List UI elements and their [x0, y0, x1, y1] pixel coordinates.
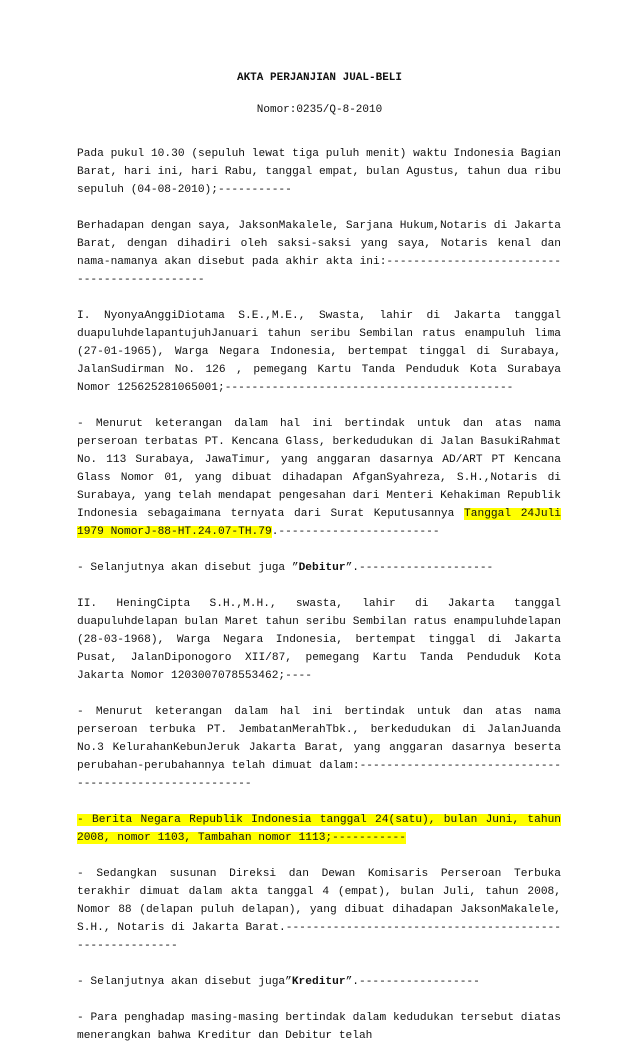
paragraph-notary-intro: Berhadapan dengan saya, JaksonMakalele, Sarjana Hukum,Notaris di Jakarta Barat, dengan dihadiri oleh saksi-saksi yang saya, Notaris kenal dan nama-namanya akan disebut pada akhir akta ini:--------------------------------------------- — [77, 220, 561, 286]
kreditur-term: Kreditur — [291, 976, 346, 988]
paragraph-text: .------------------------ — [271, 526, 440, 538]
paragraph-debitur-designation — [77, 559, 561, 577]
paragraph-kreditur-designation — [77, 973, 561, 991]
paragraph-board-composition: - Sedangkan susunan Direksi dan Dewan Komisaris Perseroan Terbuka terakhir dimuat dalam akta tanggal 4 (empat), bulan Juli, tahun 2008, Nomor 88 (delapan puluh delapan), yang dibuat dihadapan JaksonMakalele, S.H., Notaris di Jakarta Barat.-------------------------------------------------------- — [77, 868, 561, 952]
paragraph-party-one: I. NyonyaAnggiDiotama S.E.,M.E., Swasta, lahir di Jakarta tanggal duapuluhdelapantujuhJanuari tahun seribu Sembilan ratus enampuluh lima (27-01-1965), Warga Negara Indonesia, bertempat tinggal di Surabaya, JalanSudirman No. 126 , pemegang Kartu Tanda Penduduk Kota Surabaya Nomor 125625281065001;------------------------------------------- — [77, 310, 561, 394]
paragraph-party-two: II. HeningCipta S.H.,M.H., swasta, lahir di Jakarta tanggal duapuluhdelapan bulan Maret tahun seribu Sembilan ratus enampuluhdelapan (28-03-1968), Warga Negara Indonesia, bertempat tinggal di Jakarta Pusat, JalanDiponogoro XII/87, pemegang Kartu Tanda Penduduk Kota Jakarta Nomor 1203007078553462;---- — [77, 598, 561, 682]
paragraph-text: - Selanjutnya akan disebut juga” — [77, 976, 292, 988]
debitur-term: Debitur — [298, 562, 346, 574]
paragraph-party-two-company: - Menurut keterangan dalam hal ini bertindak untuk dan atas nama perseroan terbuka PT. JembatanMerahTbk., berkedudukan di JalanJuanda No.3 KelurahanKebunJeruk Jakarta Barat, yang anggaran dasarnya beserta perubahan-perubahannya telah dimuat dalam:-------------------------------------------------------- — [77, 706, 561, 790]
highlighted-decree: Tanggal 24Juli 1979 NomorJ-88-HT.24.07-TH.79 — [77, 508, 562, 538]
highlighted-gazette: - Berita Negara Republik Indonesia tanggal 24(satu), bulan Juni, tahun 2008, nomor 1103, Tambahan nomor 1113;----------- — [77, 814, 561, 844]
paragraph-party-one-company — [77, 415, 561, 541]
paragraph-text: ”.-------------------- — [345, 562, 494, 574]
paragraph-state-gazette — [77, 811, 561, 847]
paragraph-opening-time: Pada pukul 10.30 (sepuluh lewat tiga puluh menit) waktu Indonesia Bagian Barat, hari ini, hari Rabu, tanggal empat, bulan Agustus, tahun dua ribu sepuluh (04-08-2010);----------- — [77, 148, 561, 196]
document-number: Nomor:0235/Q-8-2010 — [256, 104, 383, 116]
paragraph-text: - Menurut keterangan dalam hal ini bertindak untuk dan atas nama perseroan terbatas PT. Kencana Glass, berkedudukan di Jalan BasukiRahmat No. 113 Surabaya, JawaTimur, yang anggaran dasarnya AD/ART PT Kencana Glass Nomor 01, yang dibuat dihadapan AfganSyahreza, S.H.,Notaris di Surabaya, yang telah mendapat pengesahan dari Menteri Kehakiman Republik Indonesia sebagaimana ternyata dari Surat Keputusannya — [77, 418, 561, 520]
paragraph-text: ”.------------------ — [345, 976, 480, 988]
paragraph-text: - Selanjutnya akan disebut juga ” — [77, 562, 299, 574]
document-title: AKTA PERJANJIAN JUAL-BELI — [236, 72, 403, 84]
document-body — [77, 145, 561, 1063]
paragraph-parties-statement: - Para penghadap masing-masing bertindak dalam kedudukan tersebut diatas menerangkan bahwa Kreditur dan Debitur telah — [77, 1012, 561, 1042]
